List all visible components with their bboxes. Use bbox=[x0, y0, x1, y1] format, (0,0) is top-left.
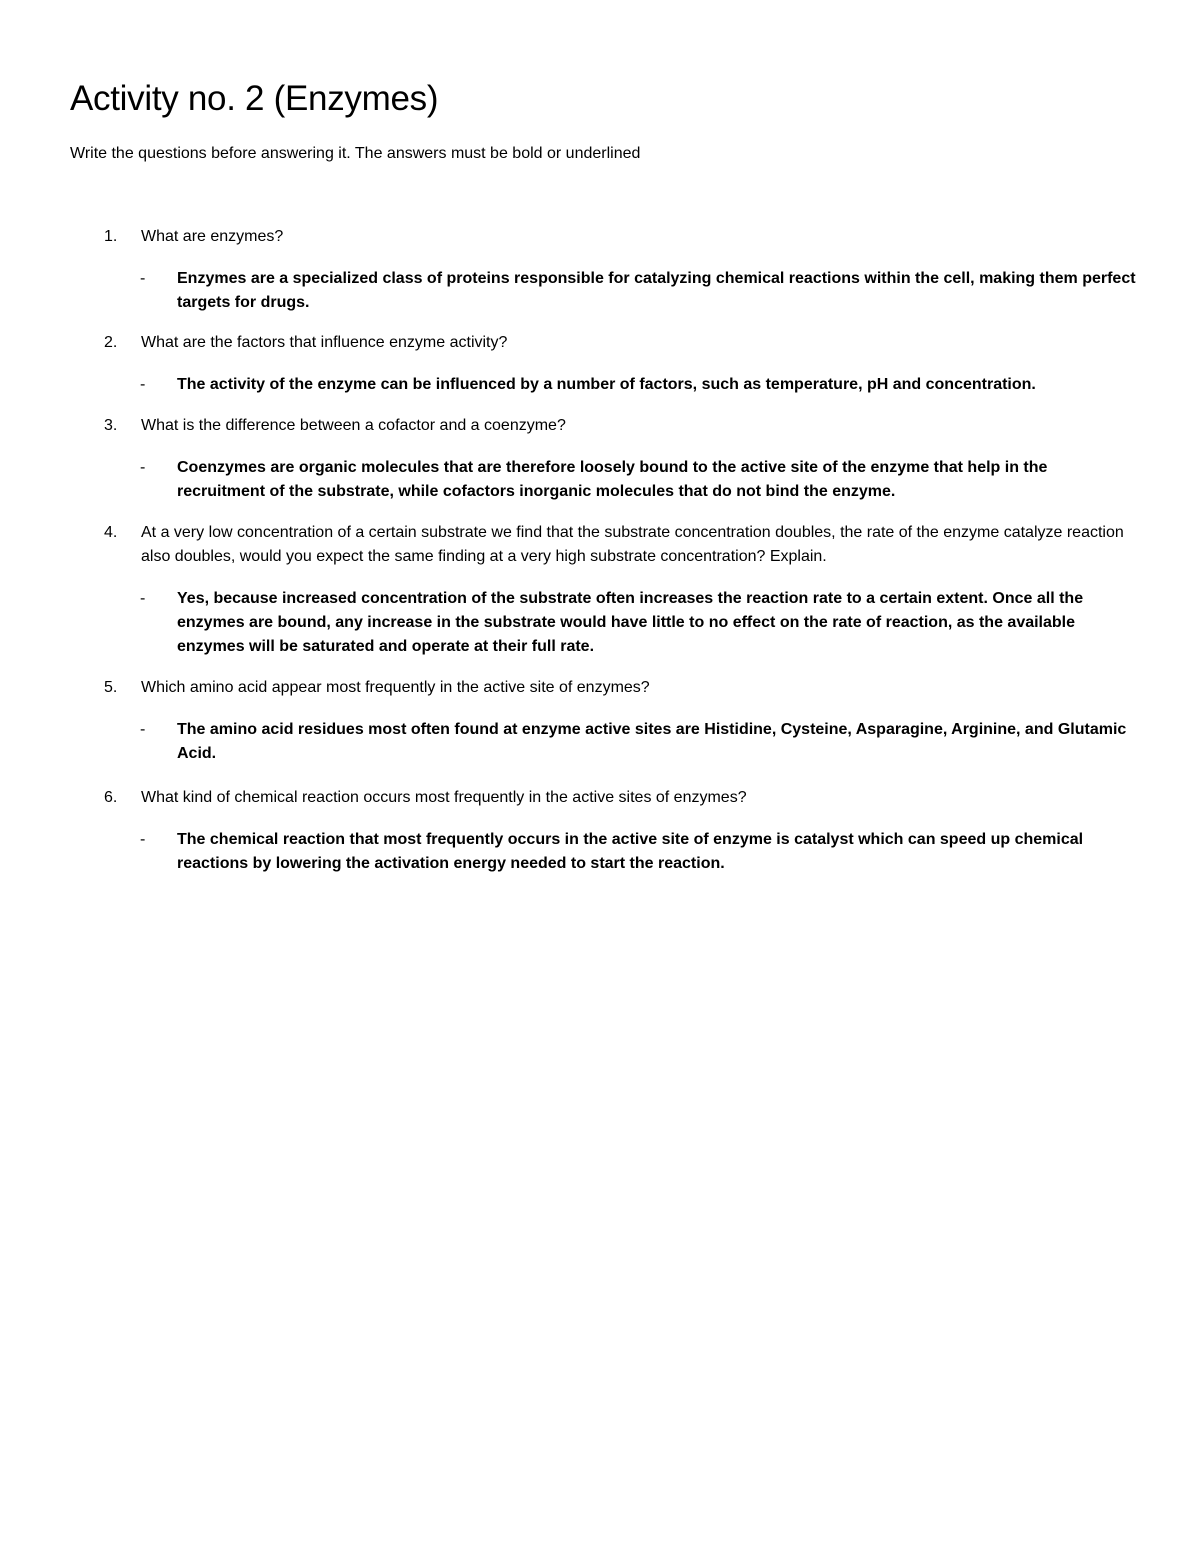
answer-text: The chemical reaction that most frequently occurs in the active site of enzyme is catalyst which can speed up chemical reactions by lowering the activation energy needed to start the reaction. bbox=[177, 831, 1084, 872]
question-number: 3. bbox=[104, 417, 118, 434]
answer-bullet: - bbox=[140, 590, 146, 607]
answer-text: Enzymes are a specialized class of proteins responsible for catalyzing chemical reactions within the cell, making them perfect targets for drugs. bbox=[177, 270, 1136, 311]
question-text: At a very low concentration of a certain substrate we find that the substrate concentration doubles, the rate of the enzyme catalyze reaction also doubles, would you expect the same finding at a very high substrate concentration? Explain. bbox=[141, 524, 1124, 565]
answer-bullet: - bbox=[140, 831, 146, 848]
answer-bullet: - bbox=[140, 376, 146, 393]
question-number: 1. bbox=[104, 228, 118, 245]
question-text: Which amino acid appear most frequently in the active site of enzymes? bbox=[141, 679, 650, 696]
question-text: What are the factors that influence enzyme activity? bbox=[141, 334, 508, 351]
question-number: 2. bbox=[104, 334, 118, 351]
question-number: 5. bbox=[104, 679, 118, 696]
instructions-text: Write the questions before answering it. The answers must be bold or underlined bbox=[70, 145, 641, 162]
answer-text: The activity of the enzyme can be influenced by a number of factors, such as temperature, pH and concentration. bbox=[177, 376, 1036, 393]
answer-bullet: - bbox=[140, 459, 146, 476]
question-text: What are enzymes? bbox=[141, 228, 284, 245]
question-number: 6. bbox=[104, 789, 118, 806]
question-text: What kind of chemical reaction occurs most frequently in the active sites of enzymes? bbox=[141, 789, 747, 806]
page-title: Activity no. 2 (Enzymes) bbox=[70, 79, 439, 118]
question-text: What is the difference between a cofactor and a coenzyme? bbox=[141, 417, 566, 434]
answer-text: Coenzymes are organic molecules that are therefore loosely bound to the active site of the enzyme that help in the recruitment of the substrate, while cofactors inorganic molecules that do not bind the enzyme. bbox=[177, 459, 1048, 500]
question-number: 4. bbox=[104, 524, 118, 541]
answer-text: The amino acid residues most often found at enzyme active sites are Histidine, Cysteine, Asparagine, Arginine, and Glutamic Acid. bbox=[177, 721, 1127, 762]
answer-text: Yes, because increased concentration of the substrate often increases the reaction rate to a certain extent. Once all the enzymes are bound, any increase in the substrate would have little to no effect on the rate of reaction, as the available enzymes will be saturated and operate at their full rate. bbox=[177, 590, 1084, 655]
answer-bullet: - bbox=[140, 270, 146, 287]
answer-bullet: - bbox=[140, 721, 146, 738]
